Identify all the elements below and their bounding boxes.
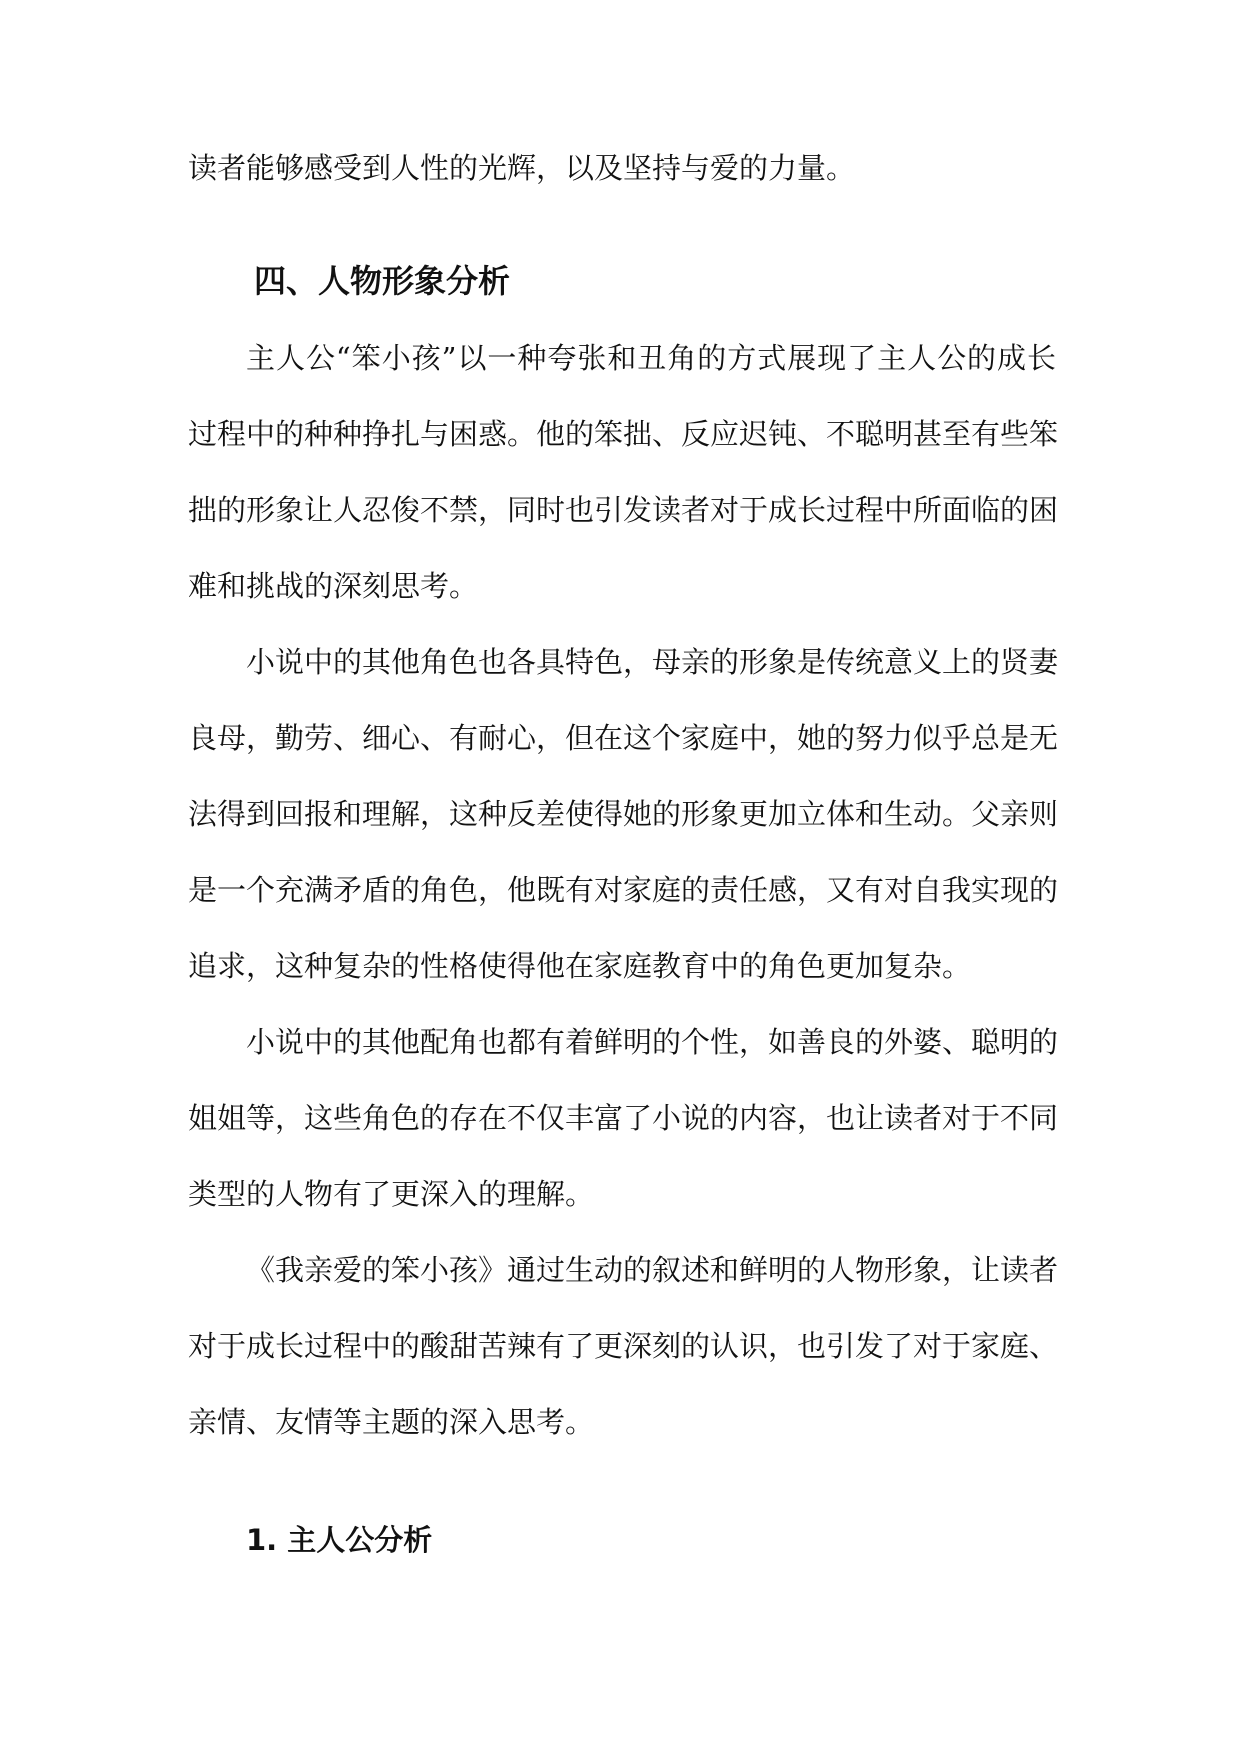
paragraph-line: 法得到回报和理解，这种反差使得她的形象更加立体和生动。父亲则 (188, 797, 1059, 831)
paragraph-line: 《我亲爱的笨小孩》通过生动的叙述和鲜明的人物形象，让读者 (246, 1253, 1059, 1287)
paragraph-line: 追求，这种复杂的性格使得他在家庭教育中的角色更加复杂。 (188, 949, 972, 983)
paragraph-line: 小说中的其他配角也都有着鲜明的个性，如善良的外婆、聪明的 (246, 1025, 1059, 1059)
paragraph-line: 过程中的种种挣扎与困惑。他的笨拙、反应迟钝、不聪明甚至有些笨 (188, 417, 1059, 451)
paragraph-line: 是一个充满矛盾的角色，他既有对家庭的责任感，又有对自我实现的 (188, 873, 1059, 907)
paragraph-line: 类型的人物有了更深入的理解。 (188, 1177, 595, 1211)
paragraph-line: 亲情、友情等主题的深入思考。 (188, 1405, 595, 1439)
carryover-line: 读者能够感受到人性的光辉，以及坚持与爱的力量。 (188, 151, 856, 185)
paragraph-line: 姐姐等，这些角色的存在不仅丰富了小说的内容，也让读者对于不同 (188, 1101, 1059, 1135)
paragraph-line: 拙的形象让人忍俊不禁，同时也引发读者对于成长过程中所面临的困 (188, 493, 1059, 527)
section-heading: 四、人物形象分析 (254, 262, 511, 300)
paragraph-line: 小说中的其他角色也各具特色，母亲的形象是传统意义上的贤妻 (246, 645, 1059, 679)
paragraph-line: 难和挑战的深刻思考。 (188, 569, 479, 603)
paragraph-line: 良母，勤劳、细心、有耐心，但在这个家庭中，她的努力似乎总是无 (188, 721, 1059, 755)
paragraph-line: 对于成长过程中的酸甜苦辣有了更深刻的认识，也引发了对于家庭、 (188, 1329, 1059, 1363)
paragraph-line: 主人公“笨小孩”以一种夸张和丑角的方式展现了主人公的成长 (246, 341, 1056, 375)
subsection-heading: 1. 主人公分析 (246, 1523, 433, 1557)
